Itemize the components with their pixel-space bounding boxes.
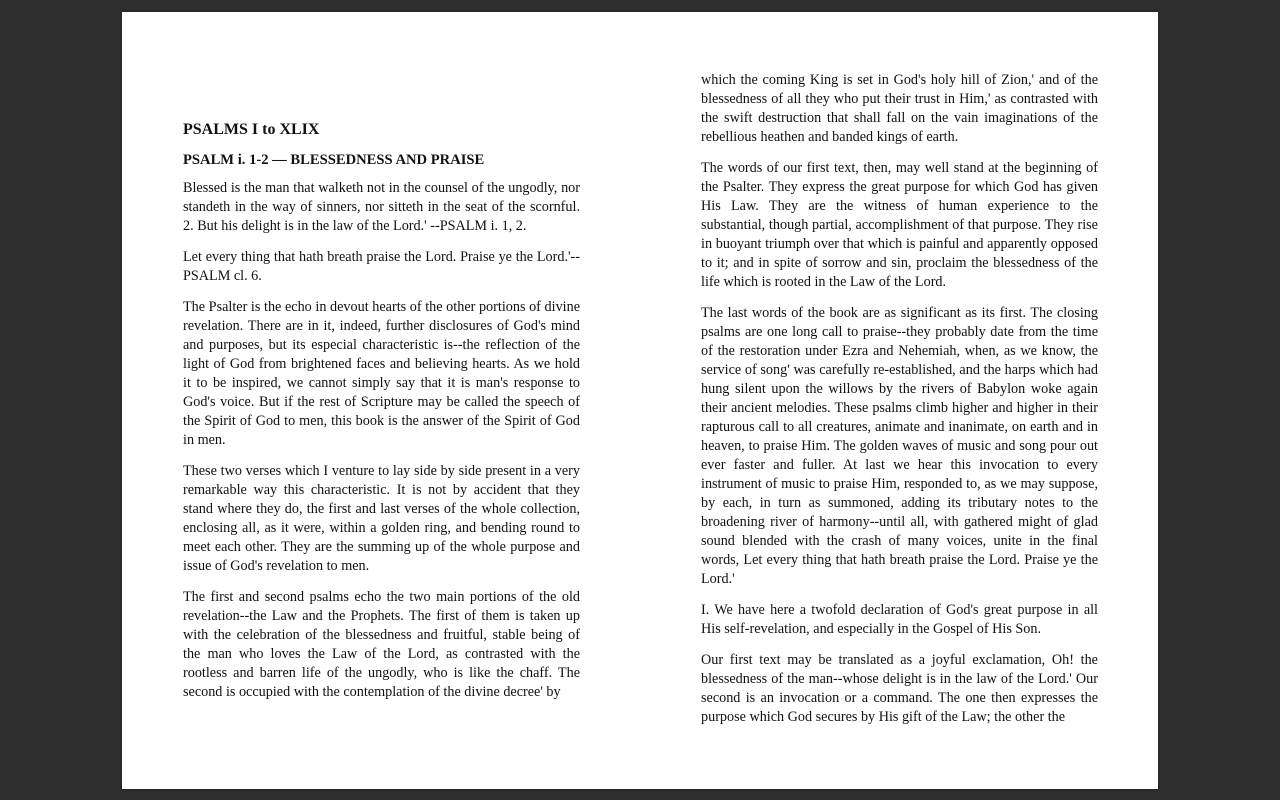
paragraph: These two verses which I venture to lay side by side present in a very remarkable way this characteristic. It is not by accident that they stand where they do, the first and last verses of the whole collection, enclosing all, as it were, within a golden ring, and bending round to meet each other. They are the summing up of the whole purpose and issue of God's revelation to men. (183, 463, 580, 574)
paragraph: The words of our first text, then, may well stand at the beginning of the Psalter. They express the great purpose for which God has given His Law. They are the witness of human experience to the substantial, though partial, accomplishment of that purpose. They rise in buoyant triumph over that which is painful and apparently opposed to it; and in spite of sorrow and sin, proclaim the blessedness of the life which is rooted in the Law of the Lord. (701, 160, 1098, 290)
book-title: PSALMS I to XLIX (183, 121, 320, 138)
right-page-column (701, 71, 1098, 739)
paragraph: which the coming King is set in God's holy hill of Zion,' and of the blessedness of all they who put their trust in Him,' as contrasted with the swift destruction that shall fall on the vain imaginations of the rebellious heathen and banded kings of earth. (701, 72, 1098, 145)
paragraph: Our first text may be translated as a joyful exclamation, Oh! the blessedness of the man--whose delight is in the law of the Lord.' Our second is an invocation or a command. The one then expresses the purpose which God secures by His gift of the Law; the other the (701, 652, 1098, 725)
paragraph: The last words of the book are as significant as its first. The closing psalms are one long call to praise--they probably date from the time of the restoration under Ezra and Nehemiah, when, as we know, the service of song' was carefully re-established, and the harps which had hung silent upon the willows by the rivers of Babylon woke again their ancient melodies. These psalms climb higher and higher in their rapturous call to all creatures, animate and inanimate, on earth and in heaven, to praise Him. The golden waves of music and song pour out ever faster and fuller. At last we hear this invocation to every instrument of music to praise Him, responded to, as we may suppose, by each, in turn as summoned, adding its tributary notes to the broadening river of harmony--until all, with gathered might of glad sound blended with the crash of many voices, unite in the final words, Let every thing that hath breath praise the Lord. Praise ye the Lord.' (701, 305, 1098, 587)
paragraph: The Psalter is the echo in devout hearts of the other portions of divine revelation. There are in it, indeed, further disclosures of God's mind and purposes, but its especial characteristic is--the reflection of the light of God from brightened faces and believing hearts. As we hold it to be inspired, we cannot simply say that it is man's response to God's voice. But if the rest of Scripture may be called the speech of the Spirit of God to men, this book is the answer of the Spirit of God in men. (183, 299, 580, 448)
paragraph: Blessed is the man that walketh not in the counsel of the ungodly, nor standeth in the way of sinners, nor sitteth in the seat of the scornful. 2. But his delight is in the law of the Lord.' --PSALM i. 1, 2. (183, 180, 580, 234)
paragraph: Let every thing that hath breath praise the Lord. Praise ye the Lord.'--PSALM cl. 6. (183, 249, 580, 284)
paragraph: The first and second psalms echo the two main portions of the old revelation--the Law and the Prophets. The first of them is taken up with the celebration of the blessedness and fruitful, stable being of the man who loves the Law of the Lord, as contrasted with the rootless and barren life of the ungodly, who is like the chaff. The second is occupied with the contemplation of the divine decree' by (183, 589, 580, 700)
section-heading: PSALM i. 1-2 — BLESSEDNESS AND PRAISE (183, 152, 485, 168)
book-page-spread (122, 12, 1158, 789)
paragraph: I. We have here a twofold declaration of God's great purpose in all His self-revelation, and especially in the Gospel of His Son. (701, 602, 1098, 637)
left-page-column (183, 119, 580, 714)
